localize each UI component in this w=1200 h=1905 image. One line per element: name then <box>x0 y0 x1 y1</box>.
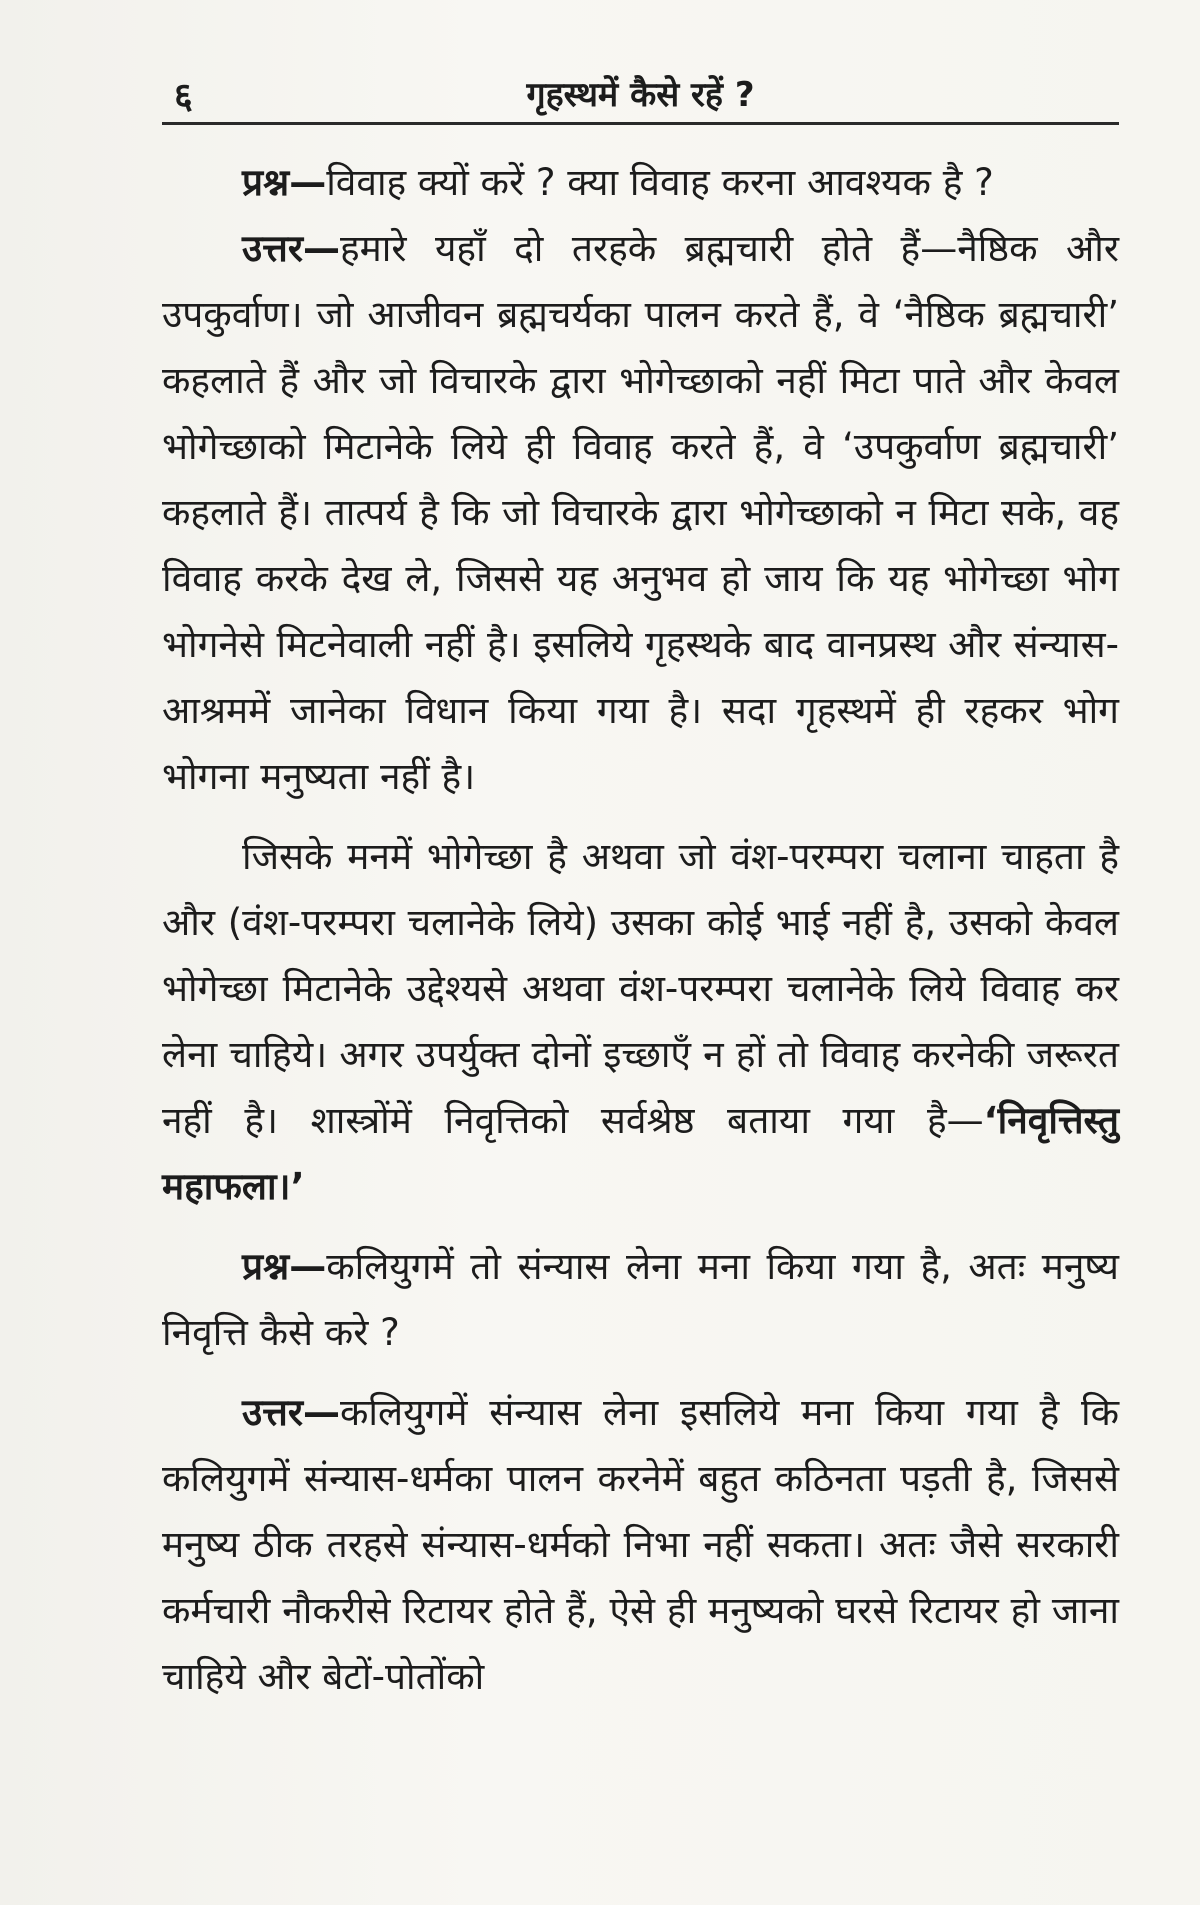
question-label: प्रश्न— <box>242 1245 327 1288</box>
paragraph-text: विवाह क्यों करें ? क्या विवाह करना आवश्यक है ? <box>326 161 994 204</box>
answer-label: उत्तर— <box>242 1391 340 1434</box>
paragraph-question-1 <box>162 150 1119 216</box>
running-title: गृहस्थमें कैसे रहें ? <box>526 75 755 115</box>
paragraph-answer-1 <box>162 216 1119 810</box>
body-text <box>162 150 1119 1710</box>
question-label: प्रश्न— <box>242 161 327 204</box>
page-number: ६ <box>174 76 193 117</box>
paragraph-text: कलियुगमें तो संन्यास लेना मना किया गया है, अतः मनुष्य निवृत्ति कैसे करे ? <box>162 1245 1119 1354</box>
scripture-quote: ‘निवृत्तिस्तु महाफला।’ <box>162 1099 1119 1208</box>
paragraph-text: जिसके मनमें भोगेच्छा है अथवा जो वंश-परम्परा चलाना चाहता है और (वंश-परम्परा चलानेके लिये) उसका कोई भाई नहीं है, उसको केवल भोगेच्छा मिटानेके उद्देश्यसे अथवा वंश-परम्परा चलानेके लिये विवाह कर लेना चाहिये। अगर उपर्युक्त दोनों इच्छाएँ न हों तो विवाह करनेकी जरूरत नहीं है। शास्त्रोंमें निवृत्तिको सर्वश्रेष्ठ बताया गया है— <box>162 835 1119 1142</box>
paragraph-question-2 <box>162 1234 1119 1366</box>
paragraph-text: कलियुगमें संन्यास लेना इसलिये मना किया गया है कि कलियुगमें संन्यास-धर्मका पालन करनेमें बहुत कठिनता पड़ती है, जिससे मनुष्य ठीक तरहसे संन्यास-धर्मको निभा नहीं सकता। अतः जैसे सरकारी कर्मचारी नौकरीसे रिटायर होते हैं, ऐसे ही मनुष्यको घरसे रिटायर हो जाना चाहिये और बेटों-पोतोंको <box>162 1391 1119 1698</box>
answer-label: उत्तर— <box>242 227 340 270</box>
page-header <box>162 62 1119 122</box>
header-rule <box>162 122 1119 125</box>
paragraph-body <box>162 824 1119 1220</box>
paragraph-text: हमारे यहाँ दो तरहके ब्रह्मचारी होते हैं—नैष्ठिक और उपकुर्वाण। जो आजीवन ब्रह्मचर्यका पालन करते हैं, वे ‘नैष्ठिक ब्रह्मचारी’ कहलाते हैं और जो विचारके द्वारा भोगेच्छाको नहीं मिटा पाते और केवल भोगेच्छाको मिटानेके लिये ही विवाह करते हैं, वे ‘उपकुर्वाण ब्रह्मचारी’ कहलाते हैं। तात्पर्य है कि जो विचारके द्वारा भोगेच्छाको न मिटा सके, वह विवाह करके देख ले, जिससे यह अनुभव हो जाय कि यह भोगेच्छा भोग भोगनेसे मिटनेवाली नहीं है। इसलिये गृहस्थके बाद वानप्रस्थ और संन्यास-आश्रममें जानेका विधान किया गया है। सदा गृहस्थमें ही रहकर भोग भोगना मनुष्यता नहीं है। <box>162 227 1119 798</box>
paragraph-answer-2 <box>162 1380 1119 1710</box>
